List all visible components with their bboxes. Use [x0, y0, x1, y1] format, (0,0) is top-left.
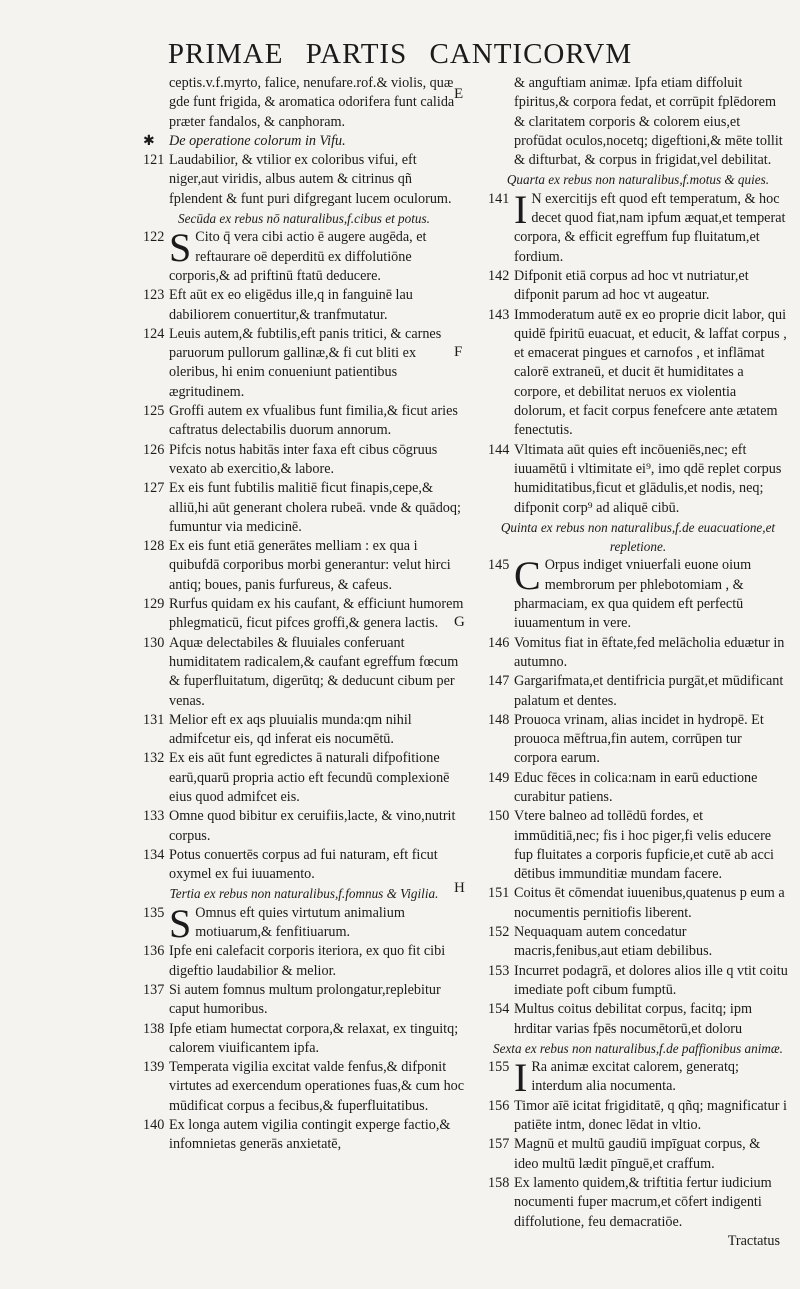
aphorism-number: 153 — [488, 962, 510, 979]
aphorism-text-block — [514, 1097, 788, 1136]
aphorism-number: 133 — [143, 808, 165, 825]
aphorism-entry — [488, 962, 788, 1001]
aphorism-text: De operatione colorum in Vifu. — [169, 132, 346, 149]
aphorism-number: 147 — [488, 673, 510, 690]
aphorism-entry — [143, 1020, 465, 1059]
aphorism-text: Ex lamento quidem,& triftitia fertur iudicium nocumenti fuper macrum,et cōfert indigenti diffolutione, feu demacratiōe. — [514, 1174, 772, 1230]
aphorism-number: 134 — [143, 846, 165, 863]
aphorism-text-block — [169, 74, 465, 132]
aphorism-text: ceptis.v.f.myrto, falice, nenufare.rof.& violis, quæ gde funt frigida, & aromatica odorifera funt calida præter fandalos, & canphoram. — [169, 75, 455, 130]
aphorism-text-block — [169, 132, 465, 151]
aphorism-text-block — [514, 962, 788, 1001]
aphorism-text-block — [169, 1020, 465, 1059]
catchword: Tractatus — [727, 1232, 780, 1249]
aphorism-text-block — [169, 537, 465, 595]
aphorism-text-block — [169, 441, 465, 480]
aphorism-number: 154 — [488, 1001, 510, 1018]
aphorism-text-block — [169, 402, 465, 441]
margin-letter-f: F — [454, 344, 463, 360]
aphorism-entry — [143, 441, 465, 480]
aphorism-text: Omnus eft quies virtutum animalium motiuarum,& fenfitiuarum. — [195, 904, 405, 941]
aphorism-entry — [143, 151, 465, 209]
aphorism-text-block — [514, 634, 788, 673]
aphorism-text-block — [169, 1058, 465, 1116]
aphorism-text-block — [514, 807, 788, 884]
drop-cap: I — [514, 1055, 528, 1101]
aphorism-number: 143 — [488, 306, 510, 323]
aphorism-text: N exercitijs eft quod eft temperatum, & hoc decet quod fiat,nam ipfum æquat,et temperat corpora, & efficit egreffum fup fluitatum,et fordium. — [514, 190, 786, 265]
aphorism-number: 140 — [143, 1117, 165, 1134]
aphorism-text: Coitus ēt cōmendat iuuenibus,quatenus p eum a nocumentis pernitiofis liberent. — [514, 885, 785, 921]
aphorism-text-block — [169, 595, 465, 634]
aphorism-number: 142 — [488, 267, 510, 284]
aphorism-number — [143, 74, 169, 132]
aphorism-text: Ex longa autem vigilia contingit experge factio,& infomnietas generās anxietatē, — [169, 1117, 451, 1153]
aphorism-entry — [488, 672, 788, 711]
aphorism-text-block — [169, 325, 465, 402]
aphorism-text: Prouoca vrinam, alias incidet in hydropē. Et prouoca mēftrua,fin autem, corrūpen tur corpora earum. — [514, 711, 764, 767]
aphorism-text: Ra animæ excitat calorem, generatq; interdum alia nocumenta. — [531, 1059, 739, 1095]
aphorism-text: Timor aīē icitat frigiditatē, q qñq; magnificatur i patiēte intm, donec lēdat in vltio. — [514, 1097, 787, 1134]
aphorism-text: Immoderatum autē ex eo proprie dicit labor, qui quidē fpiritū euacuat, et educit, & laffat corpus , et emacerat pingues et carnofos , et inflāmat calorē extraneū, et ducit ēt humiditates a corpore, et debilitat neruos ex violentia dolorum, et facit corpus fenefcere ante ætatem fenectutis. — [514, 306, 787, 439]
aphorism-text: Melior eft ex aqs pluuialis munda:qm nihil admifcetur eis, qd inferat eis nocumētū. — [169, 711, 412, 748]
aphorism-text: Nequaquam autem concedatur macris,fenibus,aut etiam debilibus. — [514, 924, 713, 960]
aphorism-number: 125 — [143, 403, 165, 420]
aphorism-number: 146 — [488, 634, 510, 651]
aphorism-number: 123 — [143, 287, 165, 304]
aphorism-number: 157 — [488, 1136, 510, 1153]
aphorism-number: 128 — [143, 538, 165, 555]
aphorism-entry — [488, 711, 788, 769]
aphorism-entry — [143, 74, 465, 132]
right-text-column — [488, 74, 788, 1251]
aphorism-entry — [143, 634, 465, 711]
aphorism-text: Eft aūt ex eo eligēdus ille,q in fanguinē lau dabiliorem conuertitur,& tranfmutatur. — [169, 287, 413, 323]
aphorism-text: Ex eis funt etiā generātes melliam : ex qua i quibufdā corporibus morbi generantur: velut hirci antiq; boues, panis furfureus, & cafeus. — [169, 538, 451, 593]
aphorism-text-block — [169, 1116, 465, 1155]
aphorism-text: Educ fēces in colica:nam in earū eductione curabitur patiens. — [514, 769, 758, 805]
aphorism-text: & anguftiam animæ. Ipfa etiam diffoluit fpiritus,& corpora fedat, et corrūpit fplēdorem & claritatem corporis & colorem eius,et profūdat oculos,nocetq; digeftioni,& mēte tollit & difturbat, & corpus in frigidat,vel debilitat. — [514, 75, 783, 169]
aphorism-text-block — [514, 553, 788, 633]
aphorism-text-block — [169, 981, 465, 1020]
aphorism-number: 129 — [143, 596, 165, 613]
aphorism-number: 151 — [488, 885, 510, 902]
aphorism-number: 155 — [488, 1059, 510, 1076]
drop-cap: C — [514, 553, 541, 599]
aphorism-entry — [488, 1135, 788, 1174]
aphorism-text-block — [169, 900, 465, 946]
aphorism-text-block — [169, 807, 465, 846]
aphorism-number: 122 — [143, 229, 165, 246]
aphorism-entry — [143, 132, 465, 151]
aphorism-text-block — [169, 942, 465, 981]
aphorism-text: Temperata vigilia excitat valde fenfus,& difponit virtutes ad exercendum operationes fuas,& cum hoc mūdificat corpus a fecibus,& fuperfluitatibus. — [169, 1059, 465, 1114]
aphorism-text: Vtere balneo ad tollēdū fordes, et immūditiā,nec; fis i hoc piger,fi velis educere fup fluitates a corporis fupficie,et cutē ab acci dētibus immunditiæ mundam facere. — [514, 808, 774, 883]
aphorism-number: 130 — [143, 634, 165, 651]
aphorism-entry — [143, 537, 465, 595]
margin-letter-g: G — [454, 614, 465, 630]
left-text-column — [143, 74, 465, 1155]
aphorism-entry — [143, 1058, 465, 1116]
aphorism-entry — [488, 1174, 788, 1232]
aphorism-text: Ipfe eni calefacit corporis iteriora, ex quo fit cibi digeftio laudabilior & melior. — [169, 943, 446, 979]
aphorism-text: Difponit etiā corpus ad hoc vt nutriatur,et difponit parum ad hoc vt augeatur. — [514, 267, 749, 304]
drop-cap: S — [169, 225, 192, 271]
aphorism-text: Omne quod bibitur ex ceruifiis,lacte, & vino,nutrit corpus. — [169, 808, 456, 844]
aphorism-text-block — [514, 1000, 788, 1039]
aphorism-text-block — [169, 286, 465, 325]
aphorism-text-block — [169, 749, 465, 807]
aphorism-entry — [488, 1000, 788, 1039]
aphorism-number: 145 — [488, 557, 510, 574]
aphorism-entry — [488, 1055, 788, 1101]
aphorism-number: 149 — [488, 769, 510, 786]
aphorism-text: Potus conuertēs corpus ad fui naturam, eft ficut oxymel ex fui iuuamento. — [169, 846, 438, 883]
aphorism-text-block — [514, 672, 788, 711]
aphorism-text-block — [514, 74, 788, 170]
aphorism-number: ✱ — [143, 132, 155, 149]
aphorism-text-block — [514, 441, 788, 518]
aphorism-entry — [488, 441, 788, 518]
aphorism-text-block — [169, 225, 465, 286]
aphorism-entry — [143, 1116, 465, 1155]
margin-letter-h: H — [454, 880, 465, 896]
aphorism-number: 131 — [143, 711, 165, 728]
aphorism-text: Orpus indiget vniuerfali euone oium membrorum per phlebotomiam , & pharmaciam, ex qua quidem eft perfectū iuuamentum in vere. — [514, 557, 752, 632]
aphorism-number: 138 — [143, 1020, 165, 1037]
drop-cap: I — [514, 186, 528, 232]
aphorism-number: 150 — [488, 808, 510, 825]
aphorism-text-block — [514, 186, 788, 267]
aphorism-entry — [143, 286, 465, 325]
aphorism-entry — [488, 74, 788, 170]
aphorism-text: Laudabilior, & vtilior ex coloribus vifui, eft niger,aut viridis, albus autem & citrinus qñ fplendent & funt puri difgregant lucem oculorum. — [169, 152, 452, 207]
aphorism-text: Ex eis funt fubtilis malitiē ficut finapis,cepe,& alliū,hi aūt generant cholera rubeā. vnde & quādoq; fumuntur via medicinē. — [169, 480, 461, 535]
section-heading: Secūda ex rebus nō naturalibus,f.cibus et potus. — [178, 211, 430, 227]
section-heading: Quinta ex rebus non naturalibus,f.de euacuatione,et repletione. — [500, 519, 776, 555]
aphorism-text-block — [514, 711, 788, 769]
aphorism-number: 139 — [143, 1059, 165, 1076]
aphorism-number: 127 — [143, 480, 165, 497]
section-heading: Quarta ex rebus non naturalibus,f.motus & quies. — [506, 172, 770, 188]
aphorism-text: Gargarifmata,et dentifricia purgāt,et mūdificant palatum et dentes. — [514, 673, 784, 709]
aphorism-entry — [488, 769, 788, 808]
aphorism-text-block — [169, 846, 465, 885]
aphorism-entry — [143, 807, 465, 846]
margin-letter-e: E — [454, 86, 464, 102]
aphorism-number: 132 — [143, 750, 165, 767]
aphorism-number: 156 — [488, 1097, 510, 1114]
aphorism-entry — [488, 923, 788, 962]
aphorism-entry — [488, 807, 788, 884]
aphorism-text-block — [514, 1055, 788, 1101]
aphorism-entry — [488, 634, 788, 673]
aphorism-text-block — [514, 884, 788, 923]
aphorism-text: Ipfe etiam humectat corpora,& relaxat, ex tinguitq; calorem viuificantem ipfa. — [169, 1020, 459, 1056]
aphorism-text: Ex eis aūt funt egredictes ā naturali difpofitione earū,quarū propria actio eft fecundū complexionē eius quod admifcet eis. — [169, 750, 450, 805]
aphorism-entry — [488, 553, 788, 633]
aphorism-text: Incurret podagrā, et dolores alios ille q vtit coitu imediate poft cibum fumptū. — [514, 962, 788, 998]
aphorism-entry — [143, 225, 465, 286]
aphorism-text-block — [514, 1174, 788, 1232]
section-heading: Tertia ex rebus non naturalibus,f.fomnus & Vigilia. — [169, 886, 439, 902]
aphorism-text: Pifcis notus habitās inter faxa eft cibus cōgruus vexato ab exercitio,& labore. — [169, 441, 438, 477]
aphorism-text: Aquæ delectabiles & fluuiales conferuant humiditatem radicalem,& caufant egreffum fœcum & fuperfluitatum, digerūtq; & deducunt cibum per venas. — [169, 634, 459, 709]
drop-cap: S — [169, 900, 192, 946]
aphorism-number: 152 — [488, 924, 510, 941]
section-heading: Sexta ex rebus non naturalibus,f.de paffionibus animæ. — [493, 1040, 783, 1056]
aphorism-text: Cito q̄ vera cibi actio ē augere augēda, et reftaurare oē deperditū ex diffolutiōne corporis,& ad priftinū ftatū deducere. — [169, 229, 427, 284]
aphorism-number: 137 — [143, 981, 165, 998]
aphorism-entry — [488, 306, 788, 441]
aphorism-text-block — [514, 769, 788, 808]
aphorism-text: Leuis autem,& fubtilis,eft panis tritici, & carnes paruorum pullorum gallinæ,& fi cut bliti ex oleribus, hi enim conueniunt patientibus ægritudinem. — [169, 325, 442, 400]
aphorism-number: 124 — [143, 325, 165, 342]
aphorism-entry — [143, 711, 465, 750]
aphorism-entry — [488, 267, 788, 306]
aphorism-text: Vomitus fiat in ēftate,fed melācholia eduætur in autumno. — [514, 634, 785, 670]
aphorism-entry — [488, 186, 788, 267]
aphorism-text-block — [169, 151, 465, 209]
aphorism-entry — [143, 900, 465, 946]
aphorism-number: 126 — [143, 441, 165, 458]
aphorism-number — [488, 74, 514, 170]
aphorism-entry — [143, 402, 465, 441]
aphorism-entry — [143, 981, 465, 1020]
aphorism-entry — [143, 749, 465, 807]
running-head: PRIMAE PARTIS CANTICORVM — [167, 38, 633, 70]
aphorism-number: 141 — [488, 190, 510, 207]
aphorism-text: Groffi autem ex vfualibus funt fimilia,& ficut aries caftratus delectabilis duorum annorum. — [169, 403, 458, 439]
aphorism-entry — [488, 884, 788, 923]
aphorism-text: Rurfus quidam ex his caufant, & efficiunt humorem phlegmaticū, ficut pifces groffi,& genera lactis. — [169, 596, 464, 632]
aphorism-text: Vltimata aūt quies eft incōueniēs,nec; eft iuuamētū i vltimitate ei⁹, imo qdē replet corpus humiditatibus,ficut et glādulis,et nodis, neq; difponit corp⁹ ad aliquē cibū. — [514, 441, 782, 516]
aphorism-text: Multus coitus debilitat corpus, facitq; ipm hrditar varias fpēs nocumētorū,et doloru — [514, 1001, 753, 1037]
aphorism-number: 158 — [488, 1174, 510, 1191]
aphorism-text-block — [514, 1135, 788, 1174]
aphorism-number: 144 — [488, 441, 510, 458]
aphorism-text-block — [169, 634, 465, 711]
aphorism-entry — [143, 325, 465, 402]
aphorism-text-block — [514, 923, 788, 962]
aphorism-number: 135 — [143, 904, 165, 921]
aphorism-text: Si autem fomnus multum prolongatur,replebitur caput humoribus. — [169, 981, 441, 1018]
aphorism-text-block — [169, 711, 465, 750]
aphorism-entry — [143, 595, 465, 634]
aphorism-number: 148 — [488, 711, 510, 728]
aphorism-text-block — [169, 479, 465, 537]
aphorism-entry — [143, 479, 465, 537]
aphorism-entry — [488, 1097, 788, 1136]
aphorism-number: 136 — [143, 943, 165, 960]
aphorism-entry — [143, 846, 465, 885]
aphorism-text-block — [514, 267, 788, 306]
aphorism-entry — [143, 942, 465, 981]
aphorism-text-block — [514, 306, 788, 441]
aphorism-text: Magnū et multū gaudiū impīguat corpus, & ideo multū lædit pīnguē,et craffum. — [514, 1136, 761, 1172]
aphorism-number: 121 — [143, 152, 165, 169]
